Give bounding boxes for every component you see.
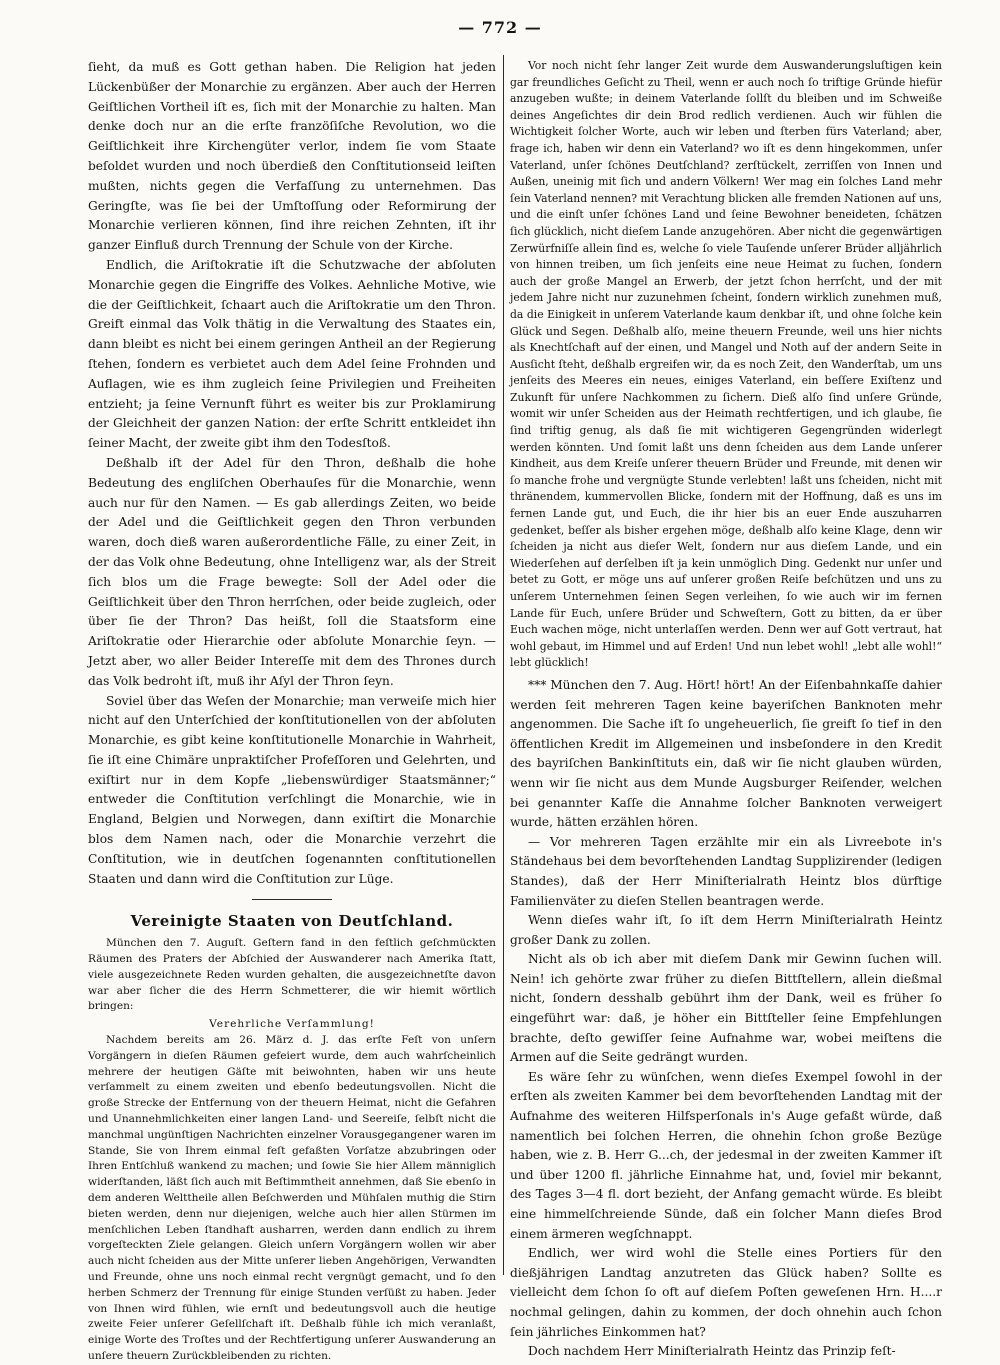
news-petitioners: Nicht als ob ich aber mit dieſem Dank mir Gewinn ſuchen will. Nein! ich gehörte zwar früher zu dieſen Bittſtellern, allein dießmal nicht, ſondern desshalb gebührt ihm der Dank, weil es früher ſo eingeführt war: daß, je höher ein Bittſteller ſeine Empfehlungen brachte, deſto gewiſſer ſeine Aufnahme war, wobei meiſtens die Armen auf die Seite gedrängt wurden. [510,952,942,1065]
paragraph-aristocracy: Endlich, die Ariſtokratie iſt die Schutzwache der abſoluten Monarchie gegen die Eingriffe des Volkes. Aehnliche Motive, wie die der Geiſtlichkeit, ſchaart auch die Ariſtokratie um den Thron. Greift einmal das Volk thätig in die Verwaltung des Staates ein, dann bleibt es nicht bei einem geringen Antheil an der Regierung ſtehen, ſondern es verbietet auch dem Adel ſeine Frohnden und Auflagen, wie es ihm zugleich ſeine Privilegien und Freiheiten entzieht; ja ſeine Vernunft führt es weiter bis zur Proklamirung der Gleichheit der ganzen Nation: der erſte Schritt entkleidet ihn ſeiner Macht, der zweite gibt ihm den Todesſtoß. [88,257,496,451]
right-column [510,58,942,1359]
column-divider [503,55,504,1275]
news-banknotes: *** München den 7. Aug. Hört! hört! An der Eiſenbahnkaſſe dahier werden ſeit mehreren Tagen keine bayeriſchen Banknoten mehr angenommen. Die Sache iſt ſo ungeheuerlich, ſie greift ſo tief in den öffentlichen Kredit im Allgemeinen und insbeſondere in den Kredit des bayriſchen Bankinſtituts ein, daß wir ſie nicht glauben würden, wenn wir ſie nicht aus dem Munde Augsburger Reiſender, welchen bei genannter Kaſſe die Annahme ſolcher Banknoten verweigert wurde, hätten erzählen hören. [510,677,942,830]
speech-salutation: Verehrliche Verſammlung! [209,1018,375,1031]
left-column [88,58,496,1362]
paragraph-monarchy: Soviel über das Weſen der Monarchie; man verweiſe mich hier nicht auf den Unterſchied der konſtitutionellen von der abſoluten Monarchie, es gibt keine konſtitutionelle Monarchie in Wahrheit, ſie iſt eine Chimäre unpraktiſcher Profeſſoren und Gelehrten, und exiſtirt nur in dem Kopfe „liebenswürdiger Staatsmänner;“ entweder die Conſtitution verſchlingt die Monarchie, wie in England, Belgien und Norwegen, dann exiſtirt die Monarchie blos dem Namen nach, oder die Monarchie verzehrt die Conſtitution, wie in deutſchen ſogenannten conſtitutionellen Staaten und dann wird die Conſtitution zur Lüge. [88,693,496,886]
section-title: Vereinigte Staaten von Deutſchland. [130,912,454,931]
speech-text: Nachdem bereits am 26. März d. J. das erſte Feſt von unſern Vorgängern in dieſen Räumen gefeiert wurde, dem auch wahrſcheinlich mehrere der heutigen Gäſte mit beiwohnten, haben wir uns heute verſammelt zu einem zweiten und ebenſo bedeutungsvollen. Nicht die große Strecke der Entfernung von der theuern Heimat, nicht die Gefahren und Unannehmlichkeiten einer langen Land- und Seereiſe, ſelbſt nicht die manchmal ungünſtigen Nachrichten einzelner Vorausgegangener waren im Stande, Sie von Ihrem einmal feſt gefaßten Vorſatze abzubringen oder Ihren Entſchluß wankend zu machen; und ſowie Sie hier Allem männiglich widerſtanden, läßt ſich auch mit Beſtimmtheit annehmen, daß Sie ebenſo in dem anderen Welttheile allen Beſchwerden und Mühſalen muthig die Stirn bieten werden, denn nur diejenigen, welche auch hier allen Stürmen im menſchlichen Leben ſtandhaft ausharren, werden dann endlich zu ihrem vorgeſteckten Ziele gelangen. Gleich unſern Vorgängern wollen wir aber auch nicht ſcheiden aus der Mitte unſerer lieben Angehörigen, Verwandten und Freunde, ohne uns noch einmal recht vergnügt gemacht, und ſo den herben Schmerz der Trennung für einige Stunden verſüßt zu haben. Jeder von Ihnen wird fühlen, wie ernſt und bedeutungsvoll auch die heutige zweite Feier unſerer Geſellſchaft iſt. Deßhalb fühle ich mich veranlaßt, einige Worte des Troſtes und der Rechtfertigung unſerer Auswanderung an unſere theuern Zurückbleibenden zu richten. [88,1034,496,1362]
news-porter: Endlich, wer wird wohl die Stelle eines Portiers für den dießjährigen Landtag anzutreten das Glück haben? Sollte es vielleicht dem ſchon ſo oft auf dieſem Poſten geweſenen Hrn. H....r nochmal gelingen, dahin zu kommen, der doch ohnehin auch ſchon ſein jährliches Einkommen hat? [510,1246,942,1339]
speech-continuation: Vor noch nicht ſehr langer Zeit wurde dem Auswanderungsluſtigen kein gar freundliches Geſicht zu Theil, wenn er auch noch ſo triftige Gründe hiefür anzugeben wußte; in deinem Vaterlande ſollſt du bleiben und im Schweiße deines Angeſichtes dir dein Brod redlich verdienen. Auch wir fühlen die Wichtigkeit ſolcher Worte, auch wir leben und ſterben fürs Vaterland; aber, frage ich, haben wir denn ein Vaterland? wo iſt es denn hingekommen, unſer Vaterland, unſer ſchönes Deutſchland? zerſtückelt, zerriſſen von Innen und Außen, uneinig mit ſich und andern Völkern! Wer mag ein ſolches Land mehr ſein Vaterland nennen? mit Verachtung blicken alle fremden Nationen auf uns, und die einſt unſer ſchönes Land und ſeine Bewohner beneideten, ſchätzen ſich glücklich, nicht dieſem Lande anzugehören. Aber nicht die gegenwärtigen Zerwürfniſſe allein ſind es, welche ſo viele Tauſende unſerer Brüder alljährlich von hinnen treiben, um ſich jenſeits eine neue Heimat zu ſuchen, ſondern auch der große Mangel an Erwerb, der jetzt ſchon herrſcht, und der mit jedem Jahre nicht nur zuzunehmen ſcheint, ſondern wirklich zunehmen muß, da die Einigkeit in unſerem Vaterlande kaum denkbar iſt, und ohne ſolche kein Glück und Segen. Deßhalb alſo, meine theuern Freunde, weil uns hier nichts als Knechtſchaft auf der einen, und Mangel und Noth auf der andern Seite in Ausſicht ſteht, deßhalb ergreifen wir, da es noch Zeit, den Wanderſtab, um uns jenſeits des Meeres ein neues, einiges Vaterland, ein beſſere Exiſtenz und Zukunft für unſere Nachkommen zu ſichern. Dieß alſo ſind unſere Gründe, womit wir unſer Scheiden aus der Heimath rechtfertigen, und ich glaube, ſie ſind triftig genug, als daß ſie mit wichtigeren Gegengründen widerlegt werden könnten. Und ſomit laßt uns denn ſcheiden aus dem Lande unſerer Kindheit, aus dem Kreiſe unſerer theuern Brüder und Freunde, mit denen wir ſo manche frohe und vergnügte Stunde verlebten! laßt uns ſcheiden, nicht mit thränendem, kummervollen Blicke, ſondern mit der Hoffnung, daß es uns im fernen Lande gut, und Euch, die ihr hier bis an euer Ende auszuharren gedenket, beſſer als bisher ergehen möge, deßhalb alſo keine Klage, denn wir ſcheiden ja nicht aus dieſer Welt, ſondern nur aus dieſem Lande, und ein Wiederſehen auf derſelben iſt ja kein unmöglich Ding. Gedenkt nur unſer und betet zu Gott, er möge uns auf unſerer großen Reiſe beſchützen und uns zu unſerem Unternehmen ſeinen Segen verleihen, ſo wie auch wir im fernen Lande für Euch, unſere Brüder und Schweſtern, Gott zu bitten, da er über Euch wachen möge, nicht unterlaſſen werden. Denn wer auf Gott vertraut, hat wohl gebaut, im Himmel und auf Erden! Und nun lebet wohl! „lebt alle wohl!“ lebt glücklich! [510,59,942,670]
page-number: — 772 — [458,18,542,37]
news-lead: München den 7. Auguſt. Geſtern fand in den feſtlich geſchmückten Räumen des Praters der Abſchied der Auswanderer nach Amerika ſtatt, viele ausgezeichnete Reden wurden gehalten, die ausgezeichnetſte davon war aber ſicher die des Herrn Schmetterer, die wir hiemit wörtlich bringen: [88,937,496,1013]
section-divider [252,899,332,900]
news-chamber: Es wäre ſehr zu wünſchen, wenn dieſes Exempel ſowohl in der erſten als zweiten Kammer bei dem bevorſtehenden Landtag mit der Aufnahme des weiteren Hilfsperſonals in's Auge gefaßt würde, daß namentlich bei ſolchen Herren, die ohnehin ſchon große Bezüge haben, wie z. B. Herr G...ch, der jedesmal in der zweiten Kammer iſt und über 1200 fl. jährliche Einnahme hat, und, ſoviel mir bekannt, des Tages 3—4 fl. dort bezieht, der Anfang gemacht würde. Es bleibt eine himmelſchreiende Sünde, daß ein ſolcher Mann dieſes Brod einem ärmeren wegſchnappt. [510,1069,942,1241]
news-livreebote: — Vor mehreren Tagen erzählte mir ein als Livreebote in's Ständehaus bei dem bevorſtehenden Landtag Supplizirender (ledigen Standes), daß der Herr Miniſterialrath Heintz blos dürftige Familienväter zu dieſen Stellen beantragen werde. [510,834,942,908]
news-thanks: Wenn dieſes wahr iſt, ſo iſt dem Herrn Miniſterialrath Heintz großer Dank zu zollen. [510,913,942,947]
paragraph-nobility: Deßhalb iſt der Adel für den Thron, deßhalb die hohe Bedeutung des engliſchen Oberhauſes für die Monarchie, wenn auch nur für den Namen. — Es gab allerdings Zeiten, wo beide der Adel und die Geiſtlichkeit gegen den Thron verbunden waren, doch dieß waren außerordentliche Fälle, zu einer Zeit, in der das Volk ohne Bedeutung, ohne Intelligenz war, als der Streit ſich blos um die Frage bewegte: Soll der Adel oder die Geiſtlichkeit über den Thron herrſchen, oder beide zugleich, oder über ſie der Thron? Das heißt, ſoll die Staatsform eine Ariſtokratie oder Hierarchie oder abſolute Monarchie ſeyn. — Jetzt aber, wo aller Beider Intereſſe mit dem des Thrones durch das Volk bedroht iſt, muß ihr Aſyl der Thron ſeyn. [88,455,496,688]
news-principle: Doch nachdem Herr Miniſterialrath Heintz das Prinzip feſt- [528,1344,896,1359]
paragraph-religion: ſieht, da muß es Gott gethan haben. Die Religion hat jeden Lückenbüßer der Monarchie zu ergänzen. Aber auch der Herren Geiſtlichen Vortheil iſt es, ſich mit der Monarchie zu halten. Man denke doch nur an die erſte franzöſiſche Revolution, wo die Geiſtlichkeit ihre Kirchengüter verlor, indem ſie vom Staate beſoldet wurden und noch überdieß den Conſtitutionseid leiſten mußten, nichts gegen die Verfaſſung zu unternehmen. Das Geringſte, was ſie bei der Umſtoſſung oder Reformirung der Monarchie verlieren können, ſind ihre reichen Zehnten, iſt ihr ganzer Einfluß durch Trennung der Schule von der Kirche. [88,60,496,253]
